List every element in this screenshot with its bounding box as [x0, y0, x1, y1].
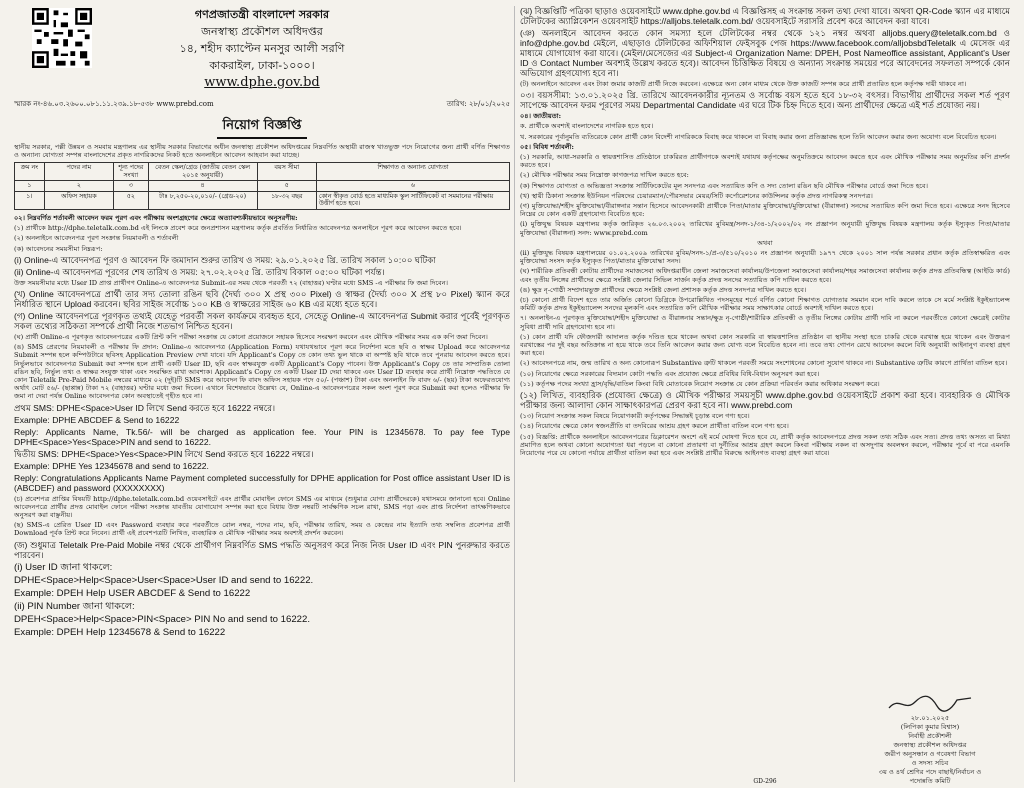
- signer-office: ও সদস্য সচিব: [911, 759, 949, 767]
- sms-reply-2: Reply: Congratulations Applicants Name Payment completed successfully for DPHE application for Post office assistant User ID is (ABCDEF) and password (XXXXXXXX): [14, 472, 510, 493]
- paragraph: (ঘ) শারীরিক প্রতিবন্ধী কোটায় প্রার্থীদের সমাজসেবা অধিদপ্তরাধীন জেলা সমাজসেবা কার্যালয়/উপজেলা সমাজসেবা কার্যালয়/শহর সমাজসেবা কার্যালয় কর্তৃক প্রদত্ত প্রতিবন্ধিত্ব (আইডি কার্ড) এবং তৃতীয় লিঙ্গের প্রার্থীদের ক্ষেত্রে সংশ্লিষ্ট জেলার সিভিল সার্জন কর্তৃক প্রদত্ত সনদের সত্যায়িত কপি দাখিল করতে হবে।: [520, 267, 1010, 284]
- col-header: বয়স সীমা: [257, 163, 316, 181]
- table-cell: অফিস সহায়ক: [44, 191, 113, 209]
- signer-office: জরীপ অনুসন্ধান ও গবেষণা বিভাগ: [884, 750, 976, 758]
- table-cell: কোন স্বীকৃত বোর্ড হতে মাধ্যমিক স্কুল সার্টিফিকেট বা সমমানের পরীক্ষায় উত্তীর্ণ হতে হবে।: [316, 191, 509, 209]
- table-index-row: [15, 181, 510, 192]
- signer-title: নির্বাহী প্রকৌশলী: [908, 732, 952, 740]
- memo-line: [14, 98, 510, 110]
- intro-paragraph: স্থানীয় সরকার, পল্লী উন্নয়ন ও সমবায় মন্ত্রণালয় এর স্থানীয় সরকার বিভাগের অধীন জনস্বাস্থ্য প্রকৌশল অধিদপ্তরের নিম্নবর্ণিত অস্থায়ী রাজস্ব খাতভুক্ত পদে নিয়োগের জন্য প্রার্থী বর্ণিত শিক্ষাগত ও অন্যান্য যোগ্যতা সম্পন্ন বাংলাদেশের প্রকৃত নাগরিকদের নিকট হতে অনলাইনে আবেদন আহবান করা যাচ্ছে।: [14, 143, 510, 160]
- table-header-row: [15, 163, 510, 181]
- paragraph: (গ) Online আবেদনপত্রে পূরণকৃত তথ্যই যেহেতু পরবর্তী সকল কার্যক্রমে ব্যবহৃত হবে, সেহেতু Online-এ আবেদনপত্র Submit করার পূর্বেই পূরণকৃত সকল তথ্যের সঠিকতা সম্পর্কে প্রার্থী নিজে শতভাগ নিশ্চিত হবেন।: [14, 310, 510, 331]
- table-cell: ২: [44, 181, 113, 192]
- column-divider: [514, 6, 515, 782]
- signer-name: (লিপিকা কুমার বিশ্বাস): [900, 723, 960, 731]
- paragraph: (ঝ) বিজ্ঞপ্তিটি পত্রিকা ছাড়াও ওয়েবসাইটে www.dphe.gov.bd এ বিজ্ঞপ্তিসহ এ সংক্রান্ত সকল তথ্য দেখা যাবে। অথবা QR-Code স্ক্যান এর মাধ্যমে টেলিটকের অ্যাপ্লিকেশন ওয়েবসাইট https://alljobs.teletalk.com.bd/ ওয়েবসাইটে সরাসরি প্রবেশ করে আবেদন করা যাবে।: [520, 6, 1010, 26]
- paragraph: ক. প্রার্থীকে অবশ্যই বাংলাদেশের নাগরিক হতে হবে।: [520, 122, 654, 131]
- table-cell: ৪: [148, 181, 257, 192]
- sms-instructions: (ঙ) SMS প্রেরণের নিয়মাবলী ও পরীক্ষার ফি প্রদান: Online-এ আবেদনপত্র (Application Form) যথাযথভাবে পূরণ করে নির্দেশনা মতে ছবি ও স্বাক্ষর Upload করে আবেদনপত্র Submit সম্পন্ন হলে কম্পিউটারে ছবিসহ Application Preview দেখা যাবে। যদি Applicant's Copy তে কোন তথ্য ভুল থাকে বা অস্পষ্ট ছবি থাকে তবে পুনরায় আবেদন করতে হবে। নির্ভুলভাবে আবেদনপত্র Submit করা সম্পন্ন হলে প্রার্থী একটি User ID, ছবি এবং স্বাক্ষরযুক্ত একটি Applicant's Copy পাবেন। উক্ত Applicant's Copy তে তার সাম্প্রতিক তোলা রঙিন ছবি, নির্ভুল তথ্য ও স্বাক্ষর সংযুক্ত থাকা এবং সংরক্ষিত রাখা আবশ্যক। Applicant's Copy তে একটি User ID দেয়া থাকবে এবং User ID ব্যবহার করে প্রার্থী নিম্নোক্ত পদ্ধতিতে যে কোন Teletalk Pre-Paid Mobile নম্বরের মাধ্যমে ০২ (দুই)টি SMS করে আবেদন ফি বাবদ অফিস সহায়ক পদে ৫০/- (পঞ্চাশ) টাকা এবং অনলাইন ফি বাবদ ৬/- (ছয়) টাকা অফেরতযোগ্য অর্থাৎ মোট ৫৬/- (ছাপ্পান্ন) টাকা ৭২ (বাহাত্তর) ঘণ্টার মধ্যে জমা দিবেন। এখানে বিশেষভাবে উল্লেখ্য যে, Online-এ আবেদনপত্রের সকল অংশ পূরণ করে Submit করা হলেও পরীক্ষার ফি জমা না দেয়া পর্যন্ত Online আবেদনপত্র কোন অবস্থাতেই গৃহীত হবে না।: [14, 343, 510, 401]
- misc-heading: ০৫। বিবিধ শর্তাবলী:: [520, 142, 574, 151]
- paragraph: (ii) মুক্তিযুদ্ধ বিষয়ক মন্ত্রণালয়ের ০১.০২.২০০৯ তারিখের মুবিম/সনদ-১/প্র-৩/৫১০/২০১০ নং প্রজ্ঞাপন অনুযায়ী ১৯৭৭ থেকে ২০০১ সাল পর্যন্ত সরকার প্রধান কর্তৃক প্রতিস্বাক্ষরিত এবং মুক্তিযোদ্ধা সংসদ কর্তৃক ইস্যুকৃত পিতা/মাতার মুক্তিযোদ্ধা সনদ।: [520, 249, 1010, 266]
- paragraph: (২) আবেদনপত্রে নাম, জন্ম তারিখ ও অন্য কোনোরূপ Substantive ত্রুটি থাকলে পরবর্তী সময়ে সংশোধনের কোনো সুযোগ থাকবে না। Substantive ত্রুটির কারণে প্রার্থিতা বাতিল হবে।: [520, 359, 1008, 368]
- signer-office: ৩য় ও ৪র্থ শ্রেণির পদে বাছাই/নির্বাচন ও: [878, 768, 982, 776]
- table-cell: ১৮-৩২ বছর: [257, 191, 316, 209]
- col-header: পদের নাম: [44, 163, 113, 181]
- signer-office: জনস্বাস্থ্য প্রকৌশল অধিদপ্তর: [893, 741, 967, 749]
- sms-step-2: দ্বিতীয় SMS: DPHE<Space>Yes<Space>PIN লিখে Send করতে হবে 16222 নম্বরে।: [14, 448, 314, 459]
- gd-number: GD-296: [753, 778, 777, 784]
- pin-title: (ii) PIN Number জানা থাকলে:: [14, 600, 135, 612]
- paragraph: (ঘ) প্রার্থী Online-এ পূরণকৃত আবেদনপত্রের একটি প্রিন্ট কপি পরীক্ষা সংক্রান্ত যে কোনো প্রয়োজনে সহায়ক হিসেবে সংরক্ষণ করবেন এবং মৌখিক পরীক্ষার সময় এক কপি জমা দিবেন।: [14, 332, 488, 341]
- age-limit: ০৩। বয়সসীমা: ১৩.০১.২০২৫ খ্রি. তারিখে আবেদনকারীর ন্যূনতম ও সর্বোচ্চ বয়স হতে হবে ১৮-৩২ বৎসর। বিভাগীয় প্রার্থীদের সকল শর্ত পূরণ সাপেক্ষে আবেদন ফরম পূরণের সময় Departmental Candidate এর ঘরে টিক চিহ্ন দিতে হবে। অন্য প্রার্থীদের ক্ষেত্রে এই শর্ত প্রযোজ্য নয়।: [520, 90, 1010, 111]
- user-id-title: (i) User ID জানা থাকলে:: [14, 561, 113, 573]
- deadline-start: (i) Online-এ আবেদনপত্র পূরণ ও আবেদন ফি জমাদান শুরুর তারিখ ও সময়: ২৯.০১.২০২৫ খ্রি. তারিখ সকাল ১০:০০ ঘটিকা: [14, 254, 436, 265]
- paragraph: (চ) কোনো প্রার্থী বিদেশ হতে তার অর্জিত কোনো ডিগ্রিকে উপরোল্লিখিত পদসমূহের শর্তে বর্ণিত কোনো শিক্ষাগত যোগ্যতার সমমান বলে দাবি করলে তাকে সে মর্মে সংশ্লিষ্ট ইকুইভ্যালেন্স কমিটি কর্তৃক প্রদত্ত ইকুইভ্যালেন্স সনদের মূলকপি এবং সত্যায়িত কপি মৌখিক পরীক্ষার সময় সাক্ষাৎকার বোর্ডে অবশ্যই দাখিল করতে হবে।: [520, 296, 1010, 313]
- paragraph: (১০) নিয়োগের ক্ষেত্রে সরকারের বিদ্যমান কোটা পদ্ধতি এবং প্রযোজ্য ক্ষেত্রে প্রবিধির বিধি-বিধান অনুসরণ করা হবে।: [520, 369, 820, 378]
- paragraph: (১৪) নিয়োগের ক্ষেত্রে কোন স্বজনপ্রীতি বা তদবিরের আশ্রয় গ্রহণ করলে প্রার্থীতা বাতিল বলে গণ্য হবে।: [520, 422, 789, 431]
- schedule-paragraph: (১২) লিখিত, ব্যবহারিক (প্রযোজ্য ক্ষেত্রে) ও মৌখিক পরীক্ষার সময়সূচী www.dphe.gov.bd ওয়েবসাইটে প্রকাশ করা হবে। ব্যবহারিক ও মৌখিক পরীক্ষার জন্য আলাদা কোন সাক্ষাৎকারপত্র প্রেরণ করা হবে না। www.prebd.com: [520, 390, 1010, 411]
- col-header: ক্রম নং: [15, 163, 45, 181]
- declaration-paragraph: (১৫) বিজ্ঞপ্তি: প্রার্থীকে অনলাইনে আবেদনপত্রের ডিক্লারেশন অংশে এই মর্মে ঘোষণা দিতে হবে যে, প্রার্থী কর্তৃক আবেদনপত্রে প্রদত্ত সকল তথ্য সঠিক এবং সত্য। প্রদত্ত তথ্য অসত্য বা মিথ্যা প্রমাণিত হলে অথবা কোনো অযোগ্যতা ধরা পড়লে বা কোনো প্রতারণা বা দুর্নীতির আশ্রয় গ্রহণ করলে কিংবা পরীক্ষায় নকল বা অসদুপায় অবলম্বন করলে, পরীক্ষার পূর্বে বা পরে এমনকি নিয়োগের পরে যে কোনো পর্যায়ে প্রার্থীতা বাতিল করা হবে এবং সংশ্লিষ্ট প্রার্থীর বিরুদ্ধে আইনগত ব্যবস্থা গ্রহণ করা যাবে।: [520, 432, 1010, 457]
- signer-office: পদোন্নতি কমিটি: [909, 777, 951, 784]
- sms-example-2: Example: DPHE Yes 12345678 and send to 16222.: [14, 460, 209, 471]
- table-row: [15, 191, 510, 209]
- paragraph: (গ) মুক্তিযোদ্ধা/শহীদ মুক্তিযোদ্ধা/বীরাঙ্গনার সন্তান হিসেবে আবেদনকারী প্রার্থীকে পিতা/মাতার মুক্তিযোদ্ধা/মুক্তিযোদ্ধা (বীরাঙ্গনা) সনদের সত্যায়িত কপি জমা দিতে হবে। এক্ষেত্রে সনদ হিসেবে নিম্নের যে কোন একটি গ্রহণযোগ্য বিবেচিত হবে:: [520, 202, 1010, 219]
- website-link[interactable]: www.dphe.gov.bd: [204, 75, 320, 90]
- user-id-command: DPHE<Space>Help<Space>User<Space>User ID and send to 16222.: [14, 574, 314, 586]
- memo-number: স্মারক নং-৪৬.০৩.২৬০০.০৮১.১১.২৩৯.১৮-৫৩৮ www.prebd.com: [14, 100, 214, 108]
- govt-name: গণপ্রজাতন্ত্রী বাংলাদেশ সরকার: [194, 8, 330, 21]
- table-cell: ১।: [15, 191, 45, 209]
- paragraph: (১) কোন প্রার্থী যদি ফৌজদারী আদালত কর্তৃক দণ্ডিত হয়ে থাকেন অথবা কোন সরকারি বা স্বায়ত্তশাসিত প্রতিষ্ঠান বা স্থানীয় সংস্থা হতে চাকরি থেকে বরখাস্ত হয়ে থাকেন এবং উক্তরূপ বরখাস্তের পর দুই বছর অতিক্রান্ত না হয়ে থাকে তবে তিনি আবেদন করার জন্য যোগ্য বলে বিবেচিত হবেন না। তবে তথ্য গোপন রেখে আবেদন করলে বিধি অনুযায়ী আইনানুগ ব্যবস্থা গ্রহণ করা হবে।: [520, 332, 1010, 358]
- right-column: [520, 6, 1010, 784]
- table-cell: ৫: [257, 181, 316, 192]
- department-name: জনস্বাস্থ্য প্রকৌশল অধিদপ্তর: [201, 25, 323, 38]
- paragraph: (খ) স্থায়ী ঠিকানা সংক্রান্ত ইউনিয়ন পরিষদের চেয়ারম্যান/পৌরসভার মেয়র/সিটি কর্পোরেশনের কাউন্সিলর কর্তৃক প্রদত্ত নাগরিকত্ব সনদপত্র।: [520, 191, 873, 200]
- pin-command: DPEH<Space>Help<Space>PIN<Space> PIN No and send to 16222.: [14, 613, 311, 625]
- sms-example-1: Example: DPHE ABCDEF & Send to 16222: [14, 414, 180, 425]
- paragraph: (১) প্রার্থীকে http://dphe.teletalk.com.bd এই লিংকে প্রবেশ করে জনপ্রশাসন মন্ত্রণালয় কর্তৃক প্রবর্তিত নির্ধারিত আবেদনপত্র অনলাইনে পূরণ করে আবেদন করতে হবে।: [14, 224, 462, 233]
- conditions-heading: ০২। নিম্নবর্ণিত শর্তাবলী আবেদন ফরম পূরণ এবং পরীক্ষায় অংশগ্রহণের ক্ষেত্রে অত্যাবশ্যকীয়ভাবে অনুসরণীয়:: [14, 213, 298, 222]
- col-header: বেতন স্কেল/গ্রেড (জাতীয় বেতন স্কেল ২০১৫ অনুযায়ী): [148, 163, 257, 181]
- letterhead: [14, 6, 510, 94]
- table-cell: ১: [15, 181, 45, 192]
- sms-step-1: প্রথম SMS: DPHE<Space>User ID লিখে Send করতে হবে 16222 নম্বরে।: [14, 402, 276, 413]
- paragraph: (ক) আবেদনের সময়সীমা নিম্নরূপ:: [14, 244, 103, 253]
- signature-icon: [885, 692, 975, 714]
- deadline-end: (ii) Online-এ আবেদনপত্র পূরণের শেষ তারিখ ও সময়: ২৭.০২.২০২৫ খ্রি. তারিখ বিকাল ০৫:০০ ঘটিকা পর্যন্ত।: [14, 266, 385, 277]
- memo-date: তারিখ: ২৮/০১/২০২৫: [446, 100, 510, 108]
- table-cell: টাঃ ৮,২৫০-২০,০১০/- (গ্রেড-২০): [148, 191, 257, 209]
- letterhead-text: [14, 6, 510, 91]
- contact-paragraph: (ঞ) অনলাইনে আবেদন করতে কোন সমস্যা হলে টেলিটকের নম্বর থেকে ১২১ নম্বর অথবা alljobs.query@teletalk.com.bd ও info@dphe.gov.bd মেইলে, এছাড়াও টেলিটকের অফিশিয়াল ফেইসবুক পেজ https://www.facebook.com/alljobsbdTeletalk এ মেসেজ এর মাধ্যমে যোগাযোগ করা যাবে। (মেইল/মেসেজের এর Subject-এ Organization Name: DPEH, Post Nameoffice assistant, Applicant's User ID ও Contact Number অবশ্যই উল্লেখ করতে হবে)। আবেদন চিত্তিক্ষিত বিষয়ে ও অন্যান্য সংক্রান্ত সময়ের পরে আবেদনের সফলতা সম্পর্কে কোন অভিযোগ গ্রহণযোগ্য হবে না।: [520, 28, 1010, 78]
- paragraph: ৭। অনলাইন-এ পূরণকৃত মুক্তিযোদ্ধা/শহীদ মুক্তিযোদ্ধা ও বীরাঙ্গনার সন্তান/ক্ষুদ্র নৃ-গোষ্ঠী/শারীরিক প্রতিবন্ধী ও তৃতীয় লিঙ্গের কোটায় প্রার্থী দাবি না করলে পরবর্তীতে কোনো ক্ষেত্রেই কোটার সুবিধা প্রার্থী দাবি গ্রহণযোগ্য হবে না।: [520, 314, 1010, 331]
- pin-example: Example: DPEH Help 12345678 & Send to 16222: [14, 626, 226, 638]
- vacancy-table: [14, 162, 510, 210]
- paragraph: (ট) অনলাইনে আবেদন এবং টাকা জমার কাজটি প্রার্থী নিজে করবেন। এক্ষেত্রে অন্য কোন মাধ্যম থেকে উক্ত কাজটি সম্পন্ন করে প্রার্থী প্রতারিত হলে কর্তৃপক্ষ দায়ী থাকবে না।: [520, 80, 967, 88]
- sms-reply-1: Reply: Applicants Name, Tk.56/- will be charged as application fee. Your PIN is 12345678. To pay fee Type DPHE<Space>Yes<Space>PIN and send to 16222.: [14, 426, 510, 447]
- col-header: শূন্য পদের সংখ্যা: [113, 163, 148, 181]
- table-cell: ৫২: [113, 191, 148, 209]
- paragraph: (১) সরকারি, আধা-সরকারি ও স্বায়ত্তশাসিত প্রতিষ্ঠানে চাকরিরত প্রার্থীগণকে অবশ্যই যথাযথ কর্তৃপক্ষের অনুমতিক্রমে আবেদন করতে হবে এবং মৌখিক পরীক্ষার সময় অনুমতির কপি প্রদর্শন করতে হবে।: [520, 153, 1010, 170]
- notice-title: নিয়োগ বিজ্ঞপ্তি: [14, 114, 510, 139]
- signature-date: ২৮.০১.২০২৫: [910, 714, 950, 722]
- signature-block: [850, 692, 1010, 784]
- paragraph: উক্ত সময়সীমার মধ্যে User ID প্রাপ্ত প্রার্থীগণ Online-এ আবেদনপত্র Submit-এর সময় থেকে পরবর্তী ৭২ (বাহাত্তর) ঘণ্টার মধ্যে SMS -এ পরীক্ষার ফি জমা দিবেন।: [14, 278, 448, 287]
- photo-upload-instructions: (খ) Online আবেদনপত্রে প্রার্থী তার সদ্য তোলা রঙিন ছবি (দৈর্ঘ্য ৩০০ X প্রস্থ ৩০০ Pixel) ও স্বাক্ষর (দৈর্ঘ্য ৩০০ X প্রস্থ ৮০ Pixel) স্ক্যান করে নির্ধারিত স্থানে Upload করবেন। ছবির সাইজ সর্বোচ্চ ১০০ KB ও স্বাক্ষরের সাইজ ৬০ KB এর মধ্যে হতে হবে।: [14, 288, 510, 309]
- paragraph: (ছ) SMS-এ প্রেরিত User ID এবং Password ব্যবহার করে পরবর্তীতে রোল নম্বর, পদের নাম, ছবি, পরীক্ষার তারিখ, সময় ও কেন্দ্রের নাম ইত্যাদি তথ্য সম্বলিত প্রবেশপত্র প্রার্থী Download পূর্বক প্রিন্ট করে নিবেন। প্রার্থী এই প্রবেশপত্রটি লিখিত, ব্যবহারিক ও মৌখিক পরীক্ষার সময় অবশ্যই প্রদর্শন করবেন।: [14, 521, 510, 538]
- table-cell: ৩: [113, 181, 148, 192]
- paragraph: (১১) কর্তৃপক্ষ পদের সংখ্যা হ্রাস/বৃদ্ধি/বাতিল কিংবা বিধি মোতাবেক নিয়োগ সংক্রান্ত যে কোন প্রক্রিয়া পরিবর্তন করার অধিকার সংরক্ষণ করে।: [520, 379, 880, 388]
- user-id-example: Example: DPEH Help USER ABCDEF & Send to 16222: [14, 587, 251, 599]
- left-column: [14, 6, 510, 784]
- paragraph: (চ) প্রবেশপত্র প্রাপ্তির বিষয়টি http://dphe.teletalk.com.bd ওয়েবসাইটে এবং প্রার্থীর মোবাইল ফোনে SMS এর মাধ্যমে (শুধুমাত্র যোগ্য প্রার্থীদেরকে) যথাসময়ে জানানো হবে। Online আবেদনপত্রে প্রার্থীর প্রদত্ত মোবাইল ফোনে পরীক্ষা সংক্রান্ত যাবতীয় যোগাযোগ সম্পন্ন করা হবে বিধায় উক্ত নম্বরটি সার্বক্ষণিক সচল রাখা, SMS পড়া এবং প্রাপ্ত নির্দেশনা তাৎক্ষণিকভাবে অনুসরণ করা বাঞ্ছনীয়।: [14, 494, 510, 519]
- paragraph: (ঙ) ক্ষুদ্র নৃ-গোষ্ঠী সম্প্রদায়ভুক্ত প্রার্থীদের ক্ষেত্রে সংশ্লিষ্ট জেলা প্রশাসক কর্তৃক প্রদত্ত সনদপত্র দাখিল করতে হবে।: [520, 285, 807, 294]
- paragraph: (২) অনলাইনে আবেদনপত্র পূরণ সংক্রান্ত নিয়মাবলী ও শর্তাবলী: [14, 234, 179, 243]
- address-line: ১৪, শহীদ ক্যাপ্টেন মনসুর আলী সরণি: [179, 42, 345, 55]
- paragraph: খ. সরকারের পূর্বানুমতি ব্যতিরেকে কোন প্রার্থী কোন বিদেশী নাগরিককে বিবাহ করে থাকলে বা বিবাহ করার জন্য প্রতিজ্ঞাবদ্ধ হলে তিনি আবেদন করার জন্য অযোগ্য বলে বিবেচিত হবেন।: [520, 132, 997, 141]
- recovery-instructions: (জ) শুধুমাত্র Teletalk Pre-Paid Mobile নম্বর থেকে প্রার্থীগণ নিম্নবর্ণিত SMS পদ্ধতি অনুসরণ করে নিজ নিজ User ID এবং PIN পুনরুদ্ধার করতে পারবেন।: [14, 539, 510, 560]
- nationality-heading: ০৪। জাতীয়তা:: [520, 112, 562, 121]
- paragraph: (i) মুক্তিযুদ্ধ বিষয়ক মন্ত্রণালয় কর্তৃক জারিকৃত ২৬.০৩.২০০২ তারিখের মুবিমন্ত্র/সনদ-১/৩৪-১/২০০২/০২ নং প্রজ্ঞাপন অনুযায়ী মুক্তিযুদ্ধ বিষয়ক মন্ত্রণালয় কর্তৃক ইস্যুকৃত পিতা/মাতার মুক্তিযোদ্ধা (বীরাঙ্গনা) সনদ: www.prebd.com: [520, 220, 1010, 237]
- or-separator: অথবা: [757, 238, 773, 247]
- paragraph: (১৩) নিয়োগ সংক্রান্ত সকল বিষয়ে নিয়োগকারী কর্তৃপক্ষের সিদ্ধান্তই চূড়ান্ত বলে গণ্য হবে।: [520, 412, 750, 421]
- city-line: কাকরাইল, ঢাকা-১০০০।: [209, 59, 315, 72]
- col-header: শিক্ষাগত ও অন্যান্য যোগ্যতা: [316, 163, 509, 181]
- table-cell: ৬: [316, 181, 509, 192]
- paragraph: (ক) শিক্ষাগত যোগ্যতা ও অভিজ্ঞতা সংক্রান্ত সার্টিফিকেটের মূল সনদপত্র এবং সত্যায়িত কপি ও সদ্য তোলা রঙিন ছবি মৌখিক পরীক্ষার বোর্ডে জমা দিতে হবে।: [520, 181, 928, 190]
- paragraph: (২) মৌখিক পরীক্ষার সময় নিম্নোক্ত কাগজপত্র দাখিল করতে হবে:: [520, 171, 689, 180]
